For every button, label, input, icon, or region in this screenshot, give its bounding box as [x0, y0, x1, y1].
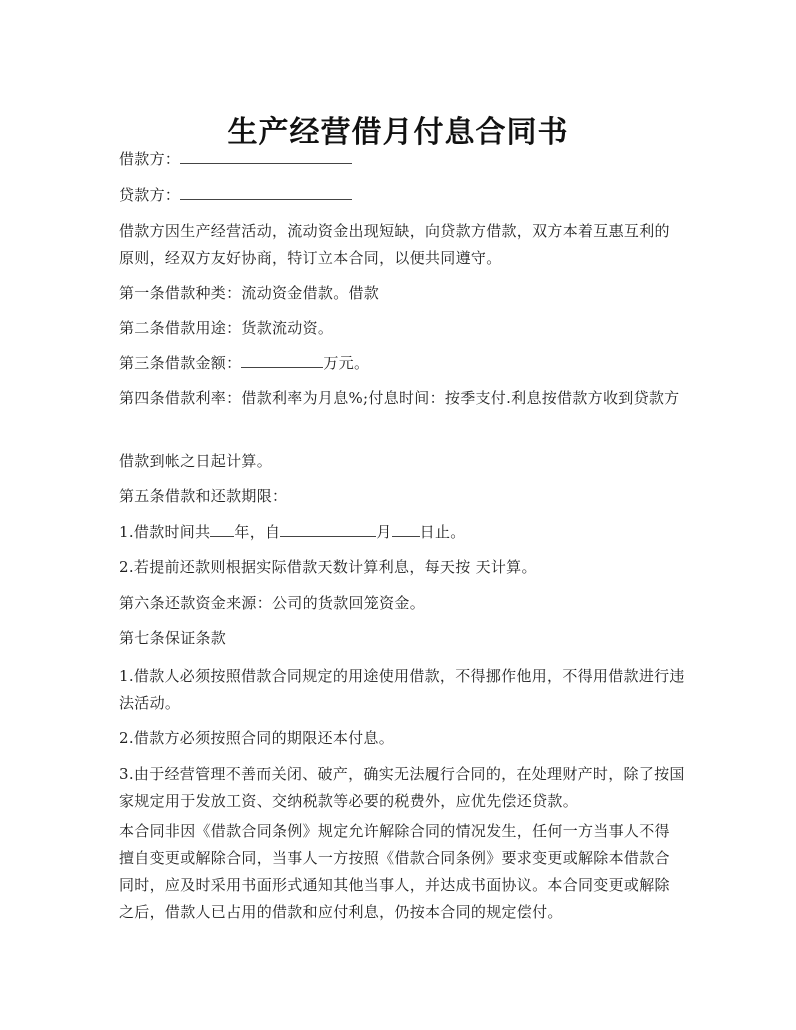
article-5-item-2: 2.若提前还款则根据实际借款天数计算利息，每天按 天计算。 — [119, 558, 537, 576]
article-3-suffix: 万元。 — [323, 354, 370, 372]
article-7-item-3: 3.由于经营管理不善而关闭、破产，确实无法履行合同的，在处理财产时，除了按国家规定用于发放工资、交纳税款等必要的税费外，应优先偿还贷款。 — [119, 765, 685, 810]
borrower-line — [119, 146, 685, 173]
article-5-item-1 — [119, 519, 685, 546]
article-7-item-1: 1.借款人必须按照借款合同规定的用途使用借款，不得挪作他用，不得用借款进行违法活动。 — [119, 667, 685, 712]
document-title: 生产经营借月付息合同书 — [227, 115, 569, 151]
lender-line — [119, 182, 685, 209]
article-3 — [119, 350, 685, 377]
intro-paragraph: 借款方因生产经营活动，流动资金出现短缺，向贷款方借款，双方本着互惠互利的原则，经双方友好协商，特订立本合同，以便共同遵守。 — [119, 222, 670, 267]
article-4-continued: 借款到帐之日起计算。 — [119, 452, 273, 470]
article-5-item-1-text-a: 1.借款时间共 — [119, 523, 211, 541]
article-2: 第二条借款用途：货款流动资。 — [119, 319, 334, 337]
article-5: 第五条借款和还款期限： — [119, 487, 288, 505]
lender-label: 贷款方： — [119, 186, 181, 204]
end-day-blank[interactable] — [392, 522, 420, 537]
closing-paragraph: 本合同非因《借款合同条例》规定允许解除合同的情况发生，任何一方当事人不得擅自变更或解除合同，当事人一方按照《借款合同条例》要求变更或解除本借款合同时，应及时采用书面形式通知其他当事人，并达成书面协议。本合同变更或解除之后，借款人已占用的借款和应付利息，仍按本合同的规定偿付。 — [119, 822, 670, 921]
article-5-item-1-text-d: 日止。 — [419, 523, 466, 541]
article-1: 第一条借款种类：流动资金借款。借款 — [119, 284, 380, 302]
article-3-prefix: 第三条借款金额： — [119, 354, 242, 372]
article-7: 第七条保证条款 — [119, 629, 227, 647]
borrower-blank[interactable] — [180, 149, 352, 164]
borrower-label: 借款方： — [119, 150, 181, 168]
loan-years-blank[interactable] — [210, 522, 234, 537]
article-5-item-1-text-c: 月 — [376, 523, 392, 541]
article-7-item-2: 2.借款方必须按照合同的期限还本付息。 — [119, 729, 395, 747]
loan-amount-blank[interactable] — [241, 353, 323, 368]
article-5-item-1-text-b: 年，自 — [234, 523, 281, 541]
start-date-blank[interactable] — [280, 522, 376, 537]
lender-blank[interactable] — [180, 185, 352, 200]
article-4: 第四条借款利率：借款利率为月息%;付息时间：按季支付.利息按借款方收到贷款方 — [119, 389, 680, 407]
article-6: 第六条还款资金来源：公司的货款回笼资金。 — [119, 594, 426, 612]
